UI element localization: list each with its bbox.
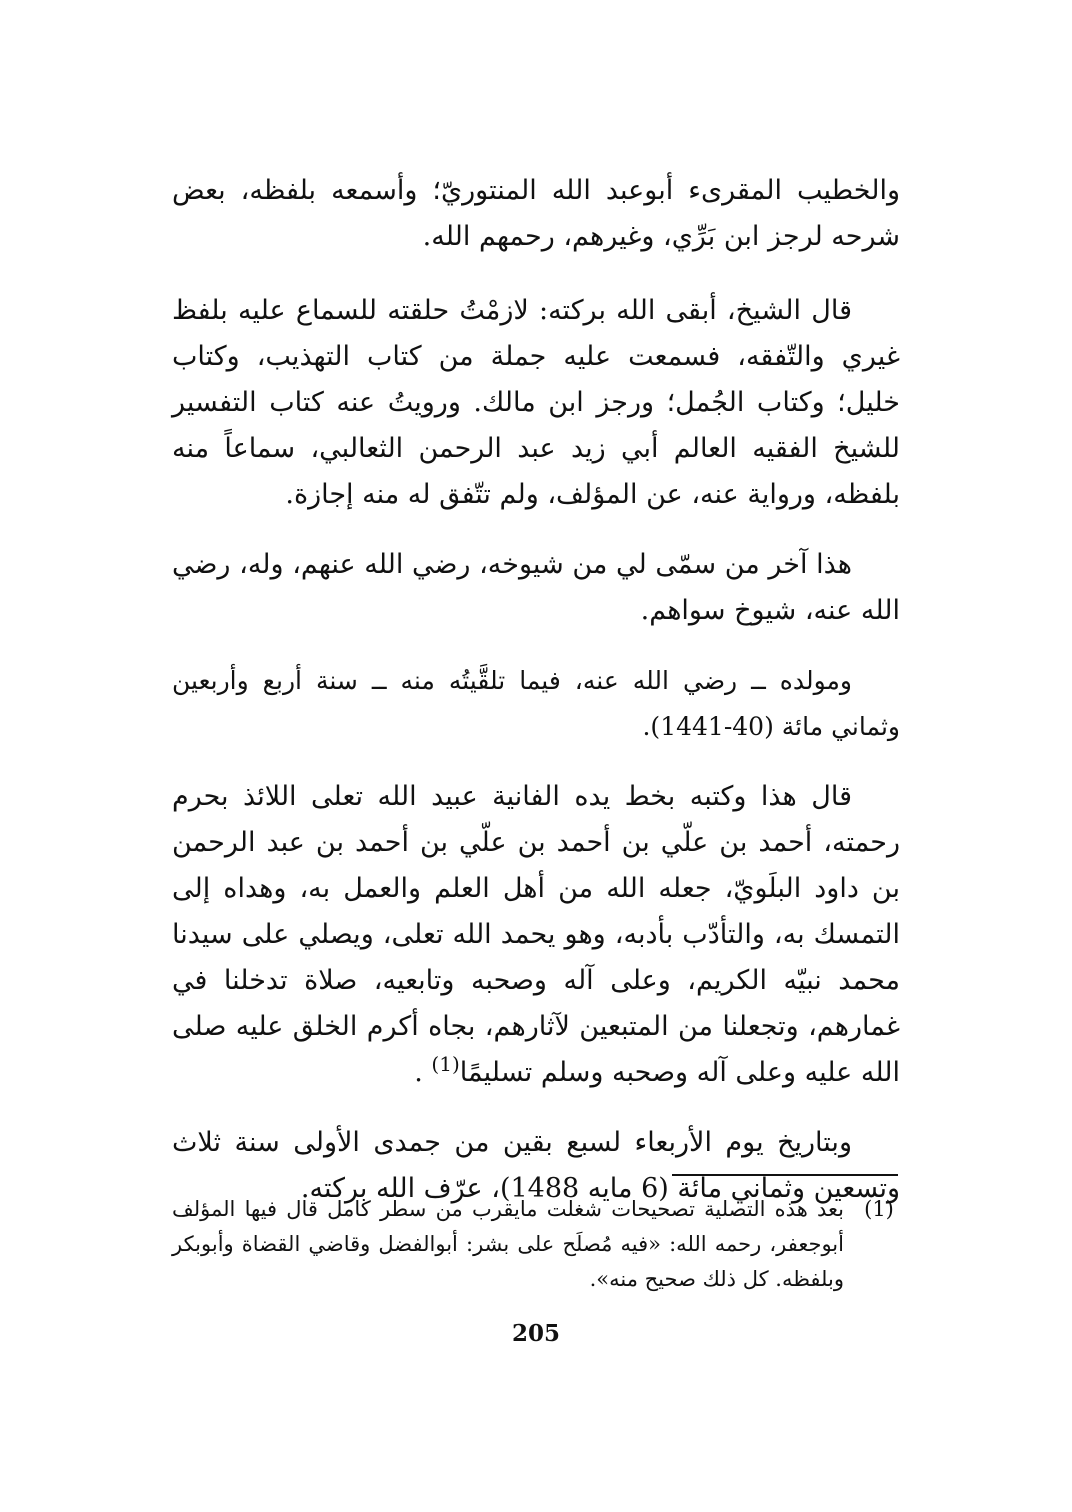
footnote-text: بعد هذه التصلية تصحيحات شغلت مايقرب من سطر كامل قال فيها المؤلف أبوجعفر، رحمه الله: «فيه مُصلَح على بشر: أبوالفضل وقاضي القضاة وأبوبكر وبلفظه. كل ذلك صحيح منه». (172, 1197, 844, 1291)
footnote-divider (672, 1174, 898, 1176)
paragraph-5 (172, 774, 900, 1096)
paragraph-5-period: . (414, 1057, 423, 1088)
footnote (172, 1192, 900, 1297)
paragraph-3: هذا آخر من سمّى لي من شيوخه، رضي الله عنهم، وله، رضي الله عنه، شيوخ سواهم. (172, 549, 900, 626)
paragraph-1: والخطيب المقرىء أبوعبد الله المنتوريّ؛ وأسمعه بلفظه، بعض شرحه لرجز ابن بَرِّي، وغيرهم، رحمهم الله. (172, 175, 900, 252)
page-number: 205 (511, 1320, 560, 1347)
paragraph-2: قال الشيخ، أبقى الله بركته: لازمْتُ حلقته للسماع عليه بلفظ غيري والتّفقه، فسمعت عليه جملة من كتاب التهذيب، وكتاب خليل؛ وكتاب الجُمل؛ ورجز ابن مالك. ورويتُ عنه كتاب التفسير للشيخ الفقيه العالم أبي زيد عبد الرحمن الثعالبي، سماعاً منه بلفظه، ورواية عنه، عن المؤلف، ولم تتّفق له منه إجازة. (172, 295, 900, 510)
main-text (172, 168, 900, 1236)
footnote-number: (1) (864, 1197, 894, 1221)
footnote-reference[interactable]: (1) (431, 1052, 460, 1076)
paragraph-5-text: قال هذا وكتبه بخط يده الفانية عبيد الله تعلى اللائذ بحرم رحمته، أحمد بن علّي بن أحمد بن علّي بن أحمد بن عبد الرحمن بن داود البلَويّ، جعله الله من أهل العلم والعمل به، وهداه إلى التمسك به، والتأدّب بأدبه، وهو يحمد الله تعلى، ويصلي على سيدنا محمد نبيّه الكريم، وعلى آله وصحبه وتابعيه، صلاة تدخلنا في غمارهم، وتجعلنا من المتبعين لآثارهم، بجاه أكرم الخلق عليه صلى الله عليه وعلى آله وصحبه وسلم تسليمًا (172, 781, 900, 1088)
paragraph-6: وبتاريخ يوم الأربعاء لسبع بقين من جمدى الأولى سنة ثلاث وتسعين وثماني مائة (6 مايه 1488)، عرّف الله بركته. (172, 1127, 900, 1204)
paragraph-4: ومولده ــ رضي الله عنه، فيما تلقَّيتُه منه ــ سنة أربع وأربعين وثماني مائة (40-1441). (172, 666, 900, 741)
